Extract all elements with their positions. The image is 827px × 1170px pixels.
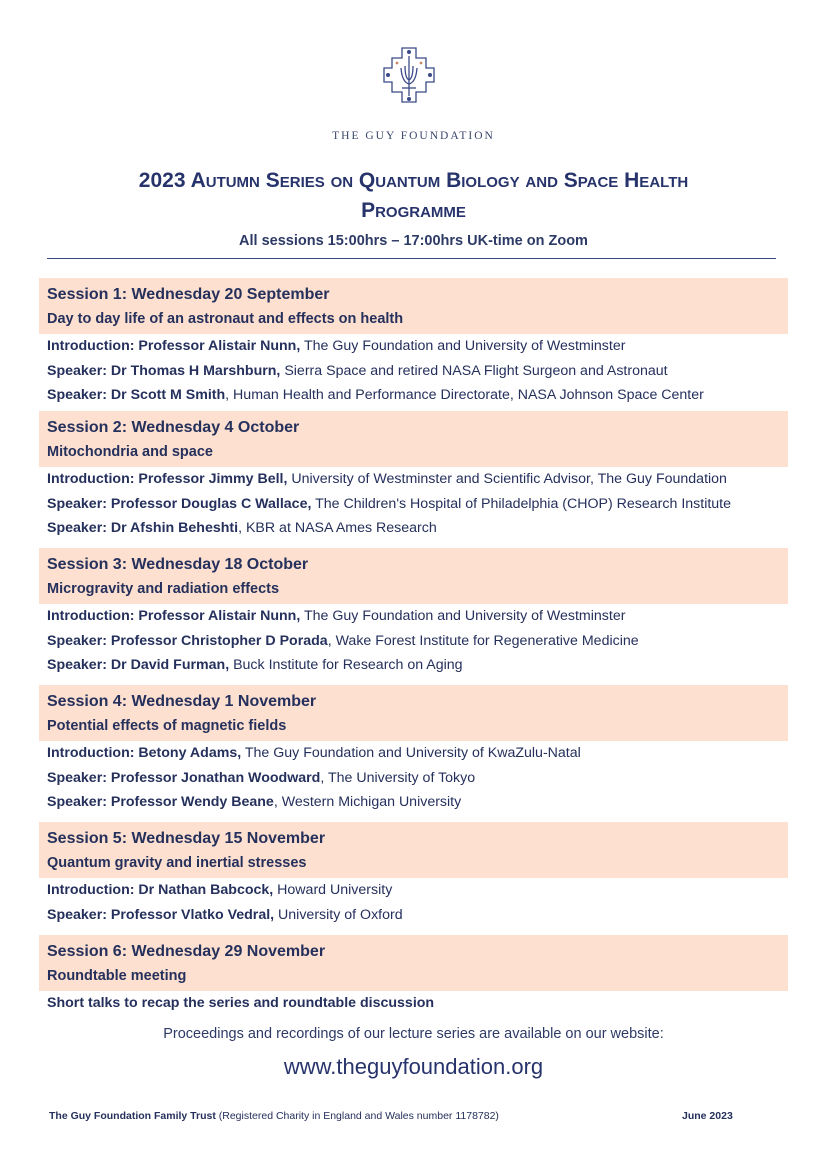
- session-header: [39, 935, 788, 991]
- session-header: [39, 548, 788, 604]
- line-affiliation: Howard University: [273, 882, 393, 898]
- brand-name: THE GUY FOUNDATION: [332, 130, 495, 142]
- line-affiliation: Sierra Space and retired NASA Flight Surgeon and Astronaut: [280, 362, 668, 379]
- line-role: Speaker: Dr Thomas H Marshburn,: [47, 362, 281, 379]
- session-line: [39, 790, 788, 815]
- session-line: [39, 629, 788, 654]
- session-line: [39, 903, 788, 928]
- line-affiliation: , Wake Forest Institute for Regenerative Medicine: [327, 632, 639, 649]
- session-title: Session 4: Wednesday 1 November: [47, 693, 317, 710]
- line-affiliation: The Guy Foundation and University of Westminster: [300, 608, 626, 624]
- line-affiliation: Buck Institute for Research on Aging: [229, 657, 463, 673]
- session-title: Session 3: Wednesday 18 October: [47, 556, 309, 573]
- session-block-5: [39, 822, 788, 927]
- header-divider: [47, 258, 776, 259]
- line-role: Speaker: Professor Vlatko Vedral,: [47, 906, 275, 923]
- page-title: [0, 166, 827, 226]
- line-affiliation: , Human Health and Performance Directorate, NASA Johnson Space Center: [225, 387, 704, 403]
- line-affiliation: The Guy Foundation and University of Westminster: [300, 338, 626, 354]
- line-affiliation: University of Oxford: [274, 906, 403, 923]
- session-block-4: [39, 685, 788, 815]
- session-block-2: [39, 411, 788, 541]
- line-role: Speaker: Professor Douglas C Wallace,: [47, 495, 312, 512]
- footer-date: June 2023: [682, 1110, 733, 1122]
- line-role: Speaker: Professor Jonathan Woodward: [47, 769, 321, 786]
- session-header: [39, 822, 788, 878]
- line-role: Speaker: Dr Afshin Beheshti: [47, 520, 239, 536]
- session-topic: Mitochondria and space: [47, 444, 213, 460]
- line-role: Introduction: Betony Adams,: [47, 745, 242, 761]
- session-line: [39, 766, 788, 791]
- line-role: Short talks to recap the series and roundtable discussion: [47, 995, 435, 1011]
- session-line: [39, 383, 788, 408]
- title-line-2: Programme: [361, 199, 466, 222]
- line-role: Introduction: Professor Jimmy Bell,: [47, 471, 288, 487]
- line-affiliation: , Western Michigan University: [273, 794, 462, 810]
- session-line: [39, 516, 788, 541]
- line-role: Introduction: Dr Nathan Babcock,: [47, 882, 274, 898]
- session-header: [39, 278, 788, 334]
- session-line: [39, 991, 788, 1016]
- session-title: Session 5: Wednesday 15 November: [47, 830, 326, 847]
- line-affiliation: University of Westminster and Scientific Advisor, The Guy Foundation: [287, 471, 727, 487]
- line-affiliation: , KBR at NASA Ames Research: [238, 520, 437, 536]
- session-line: [39, 653, 788, 678]
- trust-note: (Registered Charity in England and Wales number 1178782): [215, 1110, 499, 1122]
- proceedings-note: Proceedings and recordings of our lecture series are available on our website:: [163, 1026, 664, 1042]
- session-topic: Quantum gravity and inertial stresses: [47, 855, 307, 871]
- line-affiliation: The Children's Hospital of Philadelphia (CHOP) Research Institute: [311, 495, 732, 512]
- session-line: [39, 492, 788, 517]
- title-line-1: 2023 Autumn Series on Quantum Biology and Space Health: [138, 169, 689, 192]
- session-topic: Day to day life of an astronaut and effects on health: [47, 311, 404, 327]
- session-topic: Potential effects of magnetic fields: [47, 718, 287, 734]
- trust-name: The Guy Foundation Family Trust: [49, 1110, 216, 1122]
- session-title: Session 2: Wednesday 4 October: [47, 419, 300, 436]
- session-title: Session 6: Wednesday 29 November: [47, 943, 326, 960]
- session-title: Session 1: Wednesday 20 September: [47, 286, 330, 303]
- session-block-3: [39, 548, 788, 678]
- session-block-6: [39, 935, 788, 1016]
- website-link[interactable]: www.theguyfoundation.org: [283, 1054, 544, 1079]
- guy-foundation-logo-icon: [380, 44, 438, 106]
- line-role: Speaker: Dr Scott M Smith: [47, 387, 226, 403]
- session-topic: Roundtable meeting: [47, 968, 187, 984]
- session-line: [39, 334, 788, 359]
- session-line: [39, 467, 788, 492]
- session-topic: Microgravity and radiation effects: [47, 581, 280, 597]
- line-affiliation: , The University of Tokyo: [320, 769, 476, 786]
- foundation-logo: [380, 44, 438, 106]
- session-time-note: All sessions 15:00hrs – 17:00hrs UK-time on Zoom: [239, 233, 588, 249]
- session-header: [39, 411, 788, 467]
- session-block-1: [39, 278, 788, 408]
- session-line: [39, 604, 788, 629]
- line-role: Introduction: Professor Alistair Nunn,: [47, 608, 301, 624]
- line-role: Speaker: Professor Christopher D Porada: [47, 632, 328, 649]
- trust-footer: [49, 1110, 499, 1122]
- line-role: Speaker: Dr David Furman,: [47, 657, 230, 673]
- line-role: Introduction: Professor Alistair Nunn,: [47, 338, 301, 354]
- session-header: [39, 685, 788, 741]
- line-affiliation: The Guy Foundation and University of KwaZulu-Natal: [241, 745, 581, 761]
- line-role: Speaker: Professor Wendy Beane: [47, 794, 274, 810]
- session-line: [39, 741, 788, 766]
- session-line: [39, 359, 788, 384]
- session-line: [39, 878, 788, 903]
